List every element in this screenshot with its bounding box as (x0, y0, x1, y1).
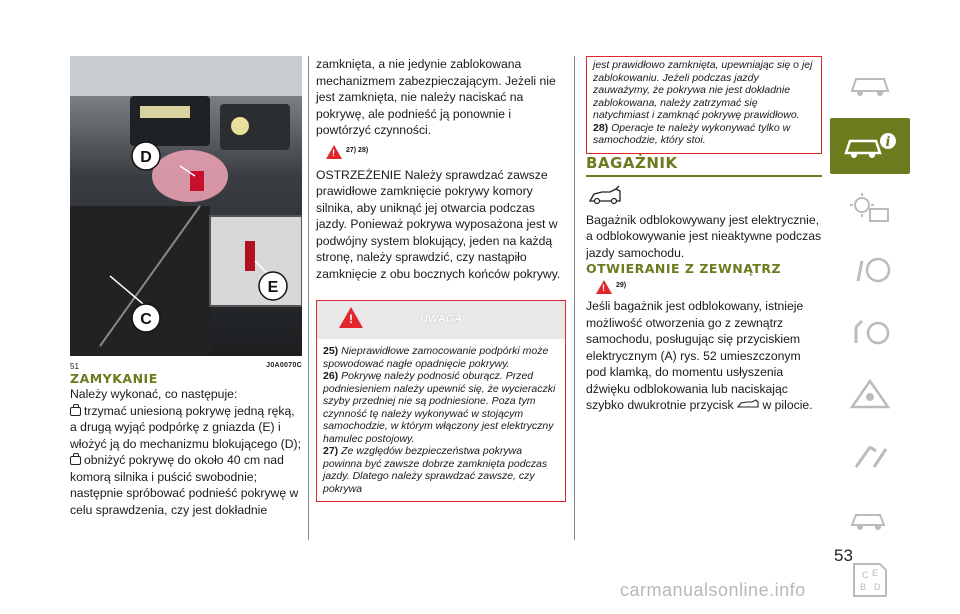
svg-text:E: E (872, 568, 879, 578)
column-divider (574, 56, 575, 540)
figure-number: 51 (70, 362, 79, 371)
note-27: 27) Ze względów bezpieczeństwa pokrywa powinna być zawsze dobrze zamknięta podczas jazdy. Dlatego należy sprawdzać zawsze, czy pokrywa (323, 445, 548, 495)
heading-bagaznik: BAGAŻNIK (586, 154, 822, 177)
watermark: carmanualsonline.info (620, 580, 806, 600)
bagaznik-text: Bagażnik odblokowywany jest elektrycznie, a odblokowywanie jest nieaktywne podczas jazdy samochodu. (586, 212, 822, 260)
warning-triangle-icon: ! (339, 307, 363, 328)
svg-text:i: i (885, 135, 891, 150)
driving-icon[interactable] (830, 304, 910, 360)
svg-text:B: B (860, 582, 867, 592)
note-27-continued: jest prawidłowo zamknięta, upewniając się o jej zablokowaniu. Jeżeli podczas jazdy zauważymy, że pokrywa nie jest dokładnie zablokowana, należy zatrzymać się natychmiast i zamknąć pokrywę prawidłowo. (593, 59, 813, 121)
figure-caption (70, 362, 302, 371)
uwaga-box-continued (586, 56, 822, 154)
warning-refs (326, 145, 566, 159)
svg-text:D: D (874, 582, 881, 592)
figure-code: J0A0070C (266, 362, 302, 369)
column-1 (70, 56, 302, 518)
note-28: 28) Operacje te należy wykonywać tylko w samochodzie, który stoi. (593, 121, 791, 146)
warning-triangle-icon: ! (596, 280, 612, 294)
safety-wheel-icon[interactable] (830, 242, 910, 298)
label-c: C (140, 311, 152, 328)
step-icon (70, 456, 81, 465)
note-26: 26) Pokrywę należy podnosić oburącz. Przed podniesieniem należy upewnić się, że wycieraczki szyby przedniej nie są podniesione. Poza tym czynność tę należy wykonywać w stojącym samochodzie, w którym włączony jest elektryczny hamulec postojowy. (323, 370, 556, 445)
uwaga-box (316, 300, 566, 502)
column-2 (316, 56, 566, 502)
label-e: E (267, 279, 279, 296)
chapter-sidebar (830, 56, 910, 614)
engine-bay-photo (70, 56, 302, 356)
car-info-icon[interactable] (830, 118, 910, 174)
car-trunk-icon (588, 185, 822, 210)
refs-29: 29) (616, 282, 627, 289)
warning-triangle-icon[interactable] (830, 366, 910, 422)
column-3 (586, 56, 822, 414)
service-tools-icon[interactable] (830, 428, 910, 484)
svg-text:C: C (862, 570, 869, 580)
label-d: D (140, 149, 152, 166)
warning-triangle-icon: ! (326, 145, 342, 159)
para-2: OSTRZEŻENIE Należy sprawdzać zawsze prawidłowe zamknięcie pokrywy komory silnika, aby uniknąć jej otwarcia podczas jazdy. Ponieważ pokrywa wyposażona jest w podwójny system blokujący, jeden na każdą stronę, należy sprawdzić, czy nastąpiło zamknięcie z obu bocznych końców pokrywy. (316, 167, 561, 281)
uwaga-notes (317, 339, 565, 501)
heading-otwieranie: OTWIERANIE Z ZEWNĄTRZ (586, 261, 782, 276)
step-1 (70, 403, 302, 453)
step-2-text: obniżyć pokrywę do około 40 cm nad komorą silnika i puścić swobodnie; (70, 453, 284, 484)
uwaga-title: UWAGA (419, 313, 463, 325)
heading-zamykanie: ZAMYKANIE (70, 371, 158, 386)
page-number: 53 (834, 546, 853, 565)
warning-refs (596, 280, 822, 294)
otwieranie-text: Jeśli bagażnik jest odblokowany, istnieje możliwość otworzenia go z zewnątrz samochodu, posługując się przyciskiem elektrycznym (A) rys. 52 umieszczonym pod klamką, do momentu usłyszenia dźwięku odblokowania lub naciskając szybko dwukrotnie przycisk w pilocie. (586, 299, 813, 412)
car-dashboard-icon[interactable] (830, 56, 910, 112)
lights-icon[interactable] (830, 180, 910, 236)
technical-data-icon[interactable] (830, 490, 910, 546)
step-1-text: trzymać uniesioną pokrywę jedną ręką, a drugą wyjąć podpórkę z gniazda (E) i włożyć ją do mechanizmu blokującego (D); (70, 403, 301, 451)
refs-27-28: 27) 28) (346, 146, 369, 154)
intro-text: Należy wykonać, co następuje: (70, 387, 238, 401)
key-fob-trunk-icon (737, 398, 759, 412)
column-divider (308, 56, 309, 540)
para-1: zamknięta, a nie jedynie zablokowana mechanizmem zabezpieczającym. Jeżeli nie jest zamknięta, nie należy naciskać na pokrywę, ale podnieść ją ponownie i powtórzyć czynności. (316, 57, 556, 137)
note-25: 25) Nieprawidłowe zamocowanie podpórki może spowodować nagłe opadnięcie pokrywy. (323, 345, 549, 370)
continue-text: następnie spróbować podnieść pokrywę w celu sprawdzenia, czy jest dokładnie (70, 486, 299, 517)
step-icon (70, 407, 81, 416)
uwaga-header (317, 301, 565, 339)
step-2 (70, 452, 302, 485)
